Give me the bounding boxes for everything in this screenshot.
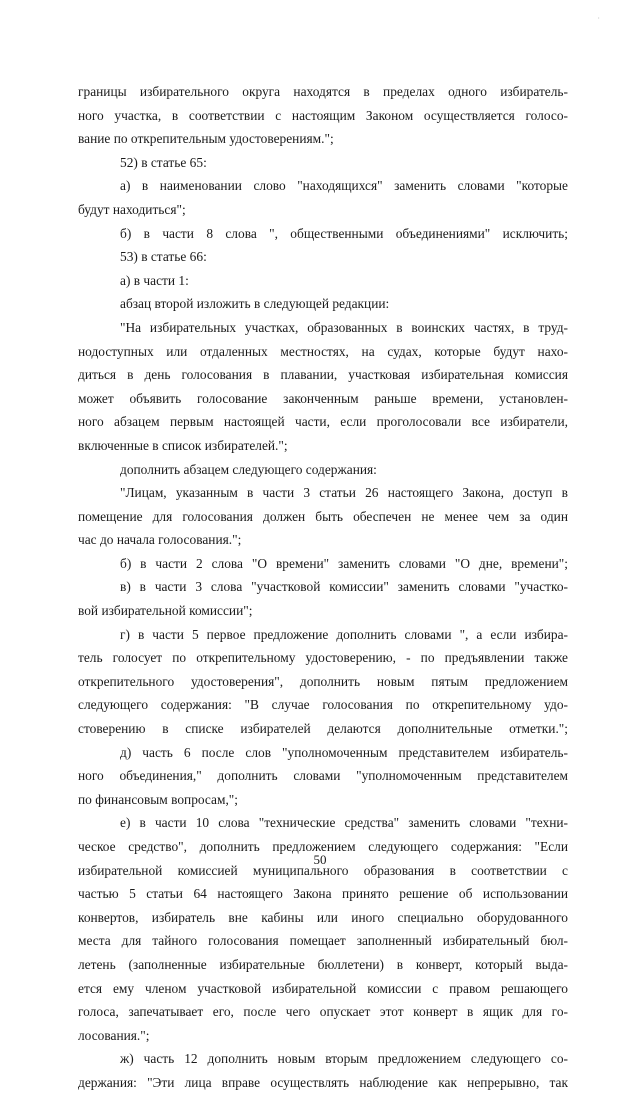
text-line — [78, 1000, 568, 1024]
text-line-content: е) в части 10 слова "технические средства" заменить словами "техни- — [120, 815, 569, 831]
text-line — [78, 741, 568, 765]
text-line — [78, 104, 568, 128]
text-line-content: в) в части 3 слова "участковой комиссии" заменить словами "участко- — [120, 579, 569, 595]
text-line-content: дополнить абзацем следующего содержания: — [120, 461, 377, 477]
text-line-content: нодоступных или отдаленных местностях, на судах, которые будут нахо- — [78, 343, 568, 359]
text-line — [78, 717, 568, 741]
text-line — [78, 764, 568, 788]
document-body — [78, 80, 568, 1095]
text-line — [78, 670, 568, 694]
text-line — [78, 269, 568, 293]
text-line — [78, 552, 568, 576]
text-line-content: вой избирательной комиссии"; — [78, 603, 253, 619]
text-line-content: конвертов, избиратель вне кабины или иного специально оборудованного — [78, 909, 568, 925]
text-line — [78, 929, 568, 953]
text-line-content: вание по открепительным удостоверениям."; — [78, 131, 334, 147]
text-line-content: голоса, запечатывает его, после чего опускает этот конверт в ящик для го- — [78, 1004, 568, 1020]
text-line-content: следующего содержания: "В случае голосования по открепительному удо- — [78, 697, 568, 713]
text-line — [78, 646, 568, 670]
text-line-content: частью 5 статьи 64 настоящего Закона принято решение об использовании — [78, 886, 568, 902]
text-line — [78, 1047, 568, 1071]
page-number: 50 — [313, 852, 327, 867]
text-line-content: б) в части 8 слова ", общественными объединениями" исключить; — [120, 225, 569, 241]
text-line-content: избирательной комиссией муниципального образования в соответствии с — [78, 862, 568, 878]
text-line — [78, 811, 568, 835]
text-line-content: места для тайного голосования помещает заполненный избирательный бюл- — [78, 933, 568, 949]
text-line — [78, 434, 568, 458]
text-line — [78, 410, 568, 434]
text-line-content: помещение для голосования должен быть обеспечен не менее чем за один — [78, 508, 568, 524]
text-line-content: может объявить голосование законченным раньше времени, установлен- — [78, 390, 568, 406]
text-line-content: лосования."; — [78, 1027, 150, 1043]
text-line — [78, 481, 568, 505]
text-line-content: ется ему членом участковой избирательной комиссии с правом решающего — [78, 980, 568, 996]
text-line — [78, 292, 568, 316]
text-line-content: ного участка, в соответствии с настоящим Законом осуществляется голосо- — [78, 107, 568, 123]
text-line — [78, 788, 568, 812]
text-line-content: г) в части 5 первое предложение дополнить словами ", а если избира- — [120, 626, 568, 642]
text-line — [78, 599, 568, 623]
text-line-content: ж) часть 12 дополнить новым вторым предложением следующего со- — [120, 1051, 568, 1067]
text-line-content: а) в части 1: — [120, 272, 189, 288]
text-line — [78, 316, 568, 340]
text-line-content: б) в части 2 слова "О времени" заменить словами "О дне, времени"; — [120, 555, 568, 571]
text-line-content: границы избирательного округа находятся в пределах одного избиратель- — [78, 84, 568, 99]
text-line-content: "На избирательных участках, образованных в воинских частях, в труд- — [120, 319, 568, 335]
text-line — [78, 340, 568, 364]
scan-mark: · — [597, 14, 600, 23]
text-line-content: открепительного удостоверения", дополнить новым пятым предложением — [78, 673, 568, 689]
text-line — [78, 387, 568, 411]
text-line — [78, 80, 568, 104]
text-line-content: д) часть 6 после слов "уполномоченным представителем избиратель- — [120, 744, 568, 760]
text-line-content: ного объединения," дополнить словами "уполномоченным представителем — [78, 768, 568, 784]
text-line-content: 53) в статье 66: — [120, 249, 207, 265]
text-line — [78, 575, 568, 599]
text-line-content: 52) в статье 65: — [120, 154, 207, 170]
text-line — [78, 174, 568, 198]
text-line — [78, 953, 568, 977]
text-line-content: а) в наименовании слово "находящихся" заменить словами "которые — [120, 178, 568, 194]
text-line — [78, 505, 568, 529]
text-line — [78, 363, 568, 387]
text-line — [78, 245, 568, 269]
text-line-content: час до начала голосования."; — [78, 532, 242, 548]
text-line-content: держания: "Эти лица вправе осуществлять наблюдение как непрерывно, так — [78, 1074, 568, 1090]
text-line-content: диться в день голосования в плавании, участковая избирательная комиссия — [78, 367, 568, 383]
text-line — [78, 198, 568, 222]
text-line-content: ческое средство", дополнить предложением следующего содержания: "Если — [78, 839, 568, 854]
text-line — [78, 528, 568, 552]
text-line — [78, 882, 568, 906]
text-line — [78, 222, 568, 246]
text-line-content: включенные в список избирателей."; — [78, 437, 288, 453]
text-line-content: летень (заполненные избирательные бюллетени) в конверт, который выда- — [78, 956, 569, 972]
text-line-content: абзац второй изложить в следующей редакции: — [120, 296, 390, 312]
text-line — [78, 151, 568, 175]
text-line-content: "Лицам, указанным в части 3 статьи 26 настоящего Закона, доступ в — [120, 485, 568, 501]
text-line-content: ного абзацем первым настоящей части, если проголосовали все избиратели, — [78, 414, 568, 430]
text-line-content: по финансовым вопросам,"; — [78, 791, 238, 807]
text-line — [78, 977, 568, 1001]
text-line — [78, 458, 568, 482]
text-line — [78, 127, 568, 151]
text-line-content: стоверению в списке избирателей делаются дополнительные отметки."; — [78, 721, 568, 737]
text-line-content: тель голосует по открепительному удостоверению, - по предъявлении также — [78, 650, 568, 666]
text-line — [78, 1071, 568, 1095]
text-line — [78, 906, 568, 930]
text-line — [78, 623, 568, 647]
text-line — [78, 1024, 568, 1048]
text-line-content: будут находиться"; — [78, 201, 186, 217]
text-line — [78, 693, 568, 717]
